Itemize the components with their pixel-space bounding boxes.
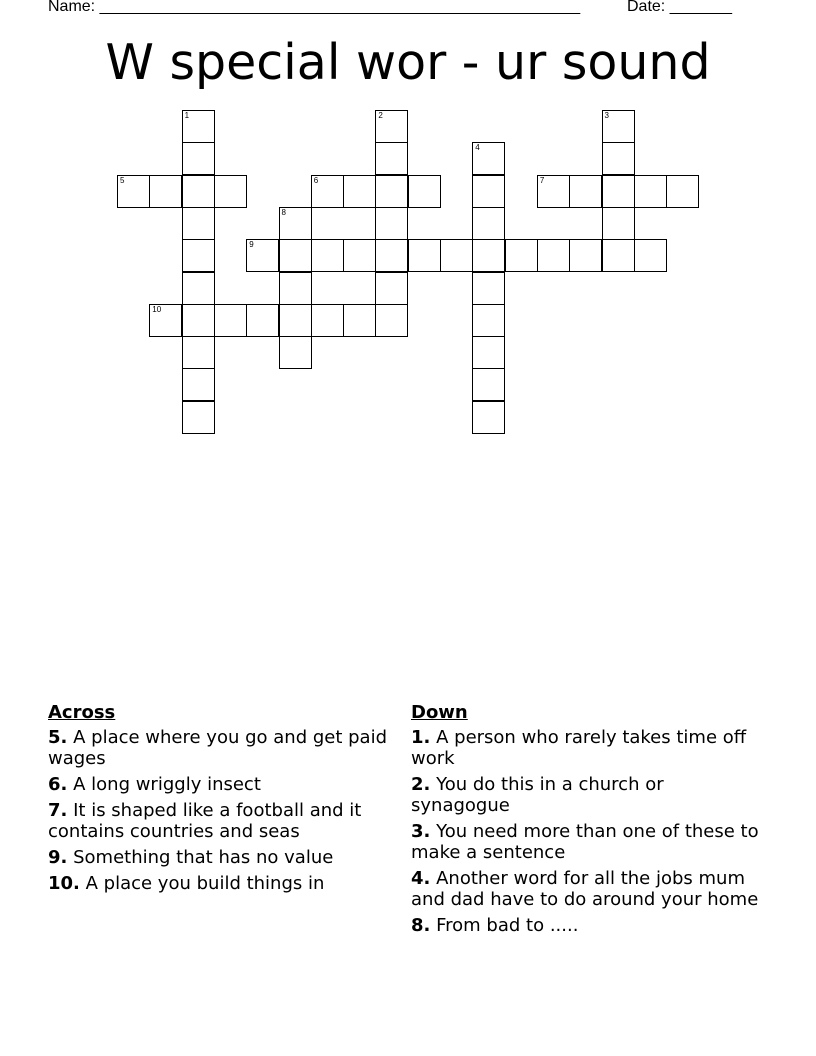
grid-cell[interactable]: [279, 272, 312, 305]
grid-cell[interactable]: [472, 142, 505, 175]
grid-cell[interactable]: [117, 175, 150, 208]
grid-cell[interactable]: [149, 175, 182, 208]
clue-number-label: 10: [152, 304, 162, 314]
grid-cell[interactable]: [149, 304, 182, 337]
clue-text: Another word for all the jobs mum and dad have to do around your home: [411, 868, 759, 910]
across-clue: [48, 873, 388, 894]
grid-cell[interactable]: [182, 175, 215, 208]
clue-text: It is shaped like a football and it contains countries and seas: [48, 800, 362, 842]
clue-text: A place where you go and get paid wages: [48, 727, 388, 769]
clue-text: A place you build things in: [85, 873, 325, 894]
grid-cell[interactable]: [246, 239, 279, 272]
down-clue: [411, 774, 761, 816]
clue-text: A long wriggly insect: [73, 774, 261, 795]
date-field-label: Date: _______: [627, 0, 732, 15]
down-clue: [411, 821, 761, 863]
grid-cell[interactable]: [343, 239, 376, 272]
down-clues: [411, 702, 761, 941]
grid-cell[interactable]: [182, 207, 215, 240]
grid-cell[interactable]: [602, 175, 635, 208]
across-clue: [48, 800, 388, 842]
page-title: W special wor - ur sound: [105, 34, 711, 91]
grid-cell[interactable]: [182, 336, 215, 369]
grid-cell[interactable]: [472, 368, 505, 401]
grid-cell[interactable]: [279, 239, 312, 272]
grid-cell[interactable]: [408, 239, 441, 272]
down-clue: [411, 915, 761, 936]
clue-number: 9.: [48, 847, 68, 868]
clue-number: 1.: [411, 727, 431, 748]
grid-cell[interactable]: [666, 175, 699, 208]
clue-number-label: 7: [539, 175, 545, 185]
grid-cell[interactable]: [279, 336, 312, 369]
grid-cell[interactable]: [537, 239, 570, 272]
grid-cell[interactable]: [602, 207, 635, 240]
grid-cell[interactable]: [182, 110, 215, 143]
down-heading: Down: [411, 702, 468, 723]
grid-cell[interactable]: [214, 175, 247, 208]
grid-cell[interactable]: [343, 175, 376, 208]
grid-cell[interactable]: [472, 304, 505, 337]
grid-cell[interactable]: [375, 239, 408, 272]
clue-number-label: 4: [475, 143, 480, 153]
grid-cell[interactable]: [472, 239, 505, 272]
grid-cell[interactable]: [505, 239, 538, 272]
grid-cell[interactable]: [375, 175, 408, 208]
clue-text: A person who rarely takes time off work: [411, 727, 747, 769]
grid-cell[interactable]: [375, 142, 408, 175]
grid-cell[interactable]: [246, 304, 279, 337]
grid-cell[interactable]: [182, 304, 215, 337]
grid-cell[interactable]: [182, 239, 215, 272]
across-clue: [48, 774, 388, 795]
clue-text: You need more than one of these to make a sentence: [411, 821, 759, 863]
grid-cell[interactable]: [182, 401, 215, 434]
grid-cell[interactable]: [375, 304, 408, 337]
clue-number: 3.: [411, 821, 431, 842]
clue-number-label: 2: [378, 111, 383, 120]
clue-text: From bad to .....: [436, 915, 579, 936]
grid-cell[interactable]: [472, 175, 505, 208]
grid-cell[interactable]: [472, 336, 505, 369]
grid-cell[interactable]: [182, 368, 215, 401]
grid-cell[interactable]: [472, 207, 505, 240]
clue-number-label: 1: [184, 111, 190, 120]
grid-cell[interactable]: [634, 175, 667, 208]
name-field-label: Name: ______________________________________________________: [48, 0, 581, 15]
crossword-grid: [0, 0, 816, 440]
grid-cell[interactable]: [375, 207, 408, 240]
clue-number: 6.: [48, 774, 68, 795]
clue-number-label: 6: [313, 175, 319, 185]
grid-cell[interactable]: [375, 272, 408, 305]
clue-number-label: 8: [281, 207, 286, 217]
grid-cell[interactable]: [472, 401, 505, 434]
grid-cell[interactable]: [279, 304, 312, 337]
grid-cell[interactable]: [375, 110, 408, 143]
across-clue: [48, 727, 388, 769]
clue-number: 8.: [411, 915, 431, 936]
across-clues: [48, 702, 388, 899]
grid-cell[interactable]: [279, 207, 312, 240]
grid-cell[interactable]: [440, 239, 473, 272]
clue-number: 4.: [411, 868, 431, 889]
grid-cell[interactable]: [569, 175, 602, 208]
clue-number: 2.: [411, 774, 431, 795]
grid-cell[interactable]: [311, 175, 344, 208]
across-heading: Across: [48, 702, 116, 723]
down-clue: [411, 727, 761, 769]
grid-cell[interactable]: [602, 110, 635, 143]
clue-number-label: 9: [249, 240, 254, 250]
grid-cell[interactable]: [182, 272, 215, 305]
grid-cell[interactable]: [214, 304, 247, 337]
clue-text: Something that has no value: [73, 847, 334, 868]
clue-number: 10.: [48, 873, 80, 894]
down-clue: [411, 868, 761, 910]
clue-number-label: 5: [120, 175, 125, 185]
grid-cell[interactable]: [634, 239, 667, 272]
clue-number-label: 3: [604, 111, 609, 120]
grid-cell[interactable]: [182, 142, 215, 175]
grid-cell[interactable]: [311, 239, 344, 272]
across-clue: [48, 847, 388, 868]
grid-cell[interactable]: [472, 272, 505, 305]
grid-cell[interactable]: [602, 239, 635, 272]
grid-cell[interactable]: [311, 304, 344, 337]
grid-cell[interactable]: [602, 142, 635, 175]
grid-cell[interactable]: [343, 304, 376, 337]
clue-number: 5.: [48, 727, 68, 748]
grid-cell[interactable]: [569, 239, 602, 272]
clue-text: You do this in a church or synagogue: [411, 774, 664, 816]
grid-cell[interactable]: [408, 175, 441, 208]
clue-number: 7.: [48, 800, 68, 821]
grid-cell[interactable]: [537, 175, 570, 208]
